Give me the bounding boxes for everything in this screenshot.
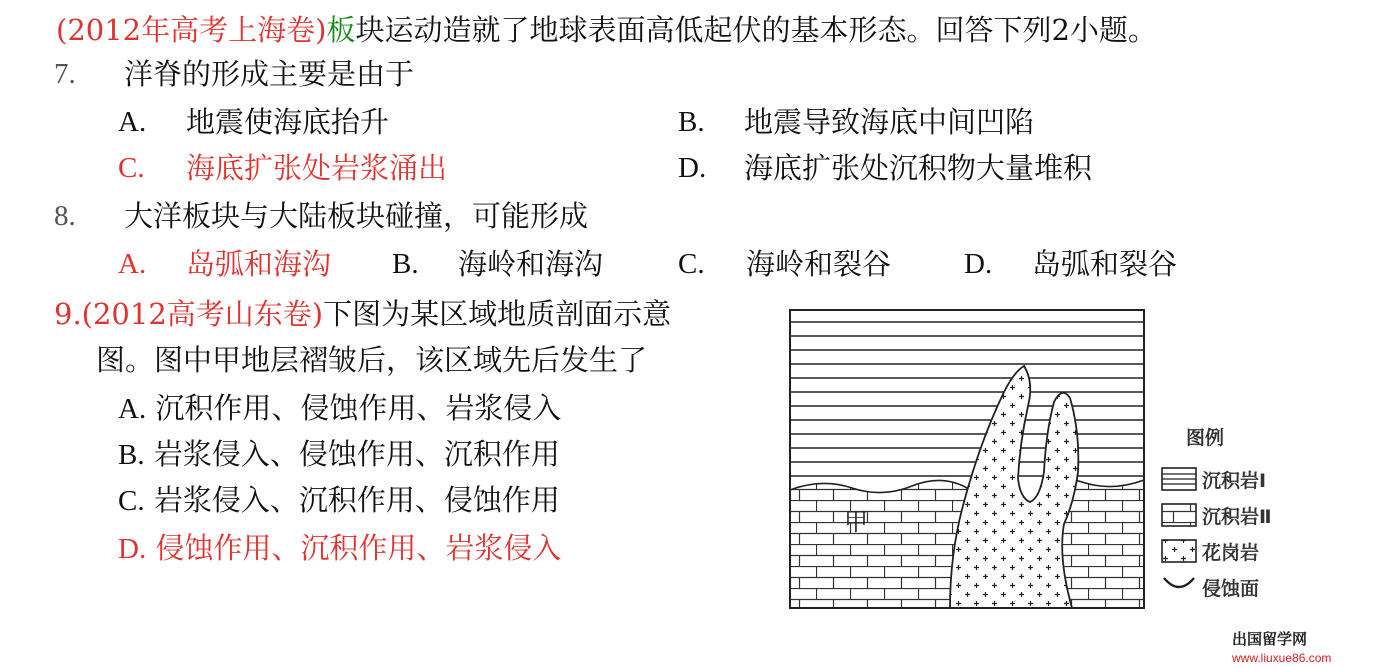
q9-option-d-letter: D. [118, 533, 147, 565]
q9-option-d-text: 侵蚀作用、沉积作用、岩浆侵入 [155, 531, 562, 565]
q7-option-b-text: 地震导致海底中间凹陷 [744, 105, 1035, 139]
q9-stem-text: 下图为某区域地质剖面示意 [323, 297, 672, 331]
watermark-line1: 出国留学网 [1232, 631, 1308, 648]
q8-option-d-letter: D. [964, 248, 993, 280]
q7-number: 7. [54, 58, 76, 90]
q9-option-a-letter: A. [118, 393, 147, 425]
legend-label-erosion-surface: 侵蚀面 [1202, 578, 1260, 600]
legend-swatch-sedimentary-2 [1162, 504, 1196, 526]
q7-option-c-text: 海底扩张处岩浆涌出 [186, 151, 448, 185]
q9-option-a [118, 390, 561, 427]
intro-highlight: 板 [326, 13, 356, 47]
legend-label-sedimentary-2: 沉积岩Ⅱ [1202, 506, 1272, 528]
q7-option-b-letter: B. [678, 106, 705, 138]
q8-option-a-letter: A. [118, 248, 147, 280]
q7-option-d-text: 海底扩张处沉积物大量堆积 [744, 151, 1093, 185]
q9-stem-line2: 图。图中甲地层褶皱后，该区域先后发生了 [96, 343, 648, 377]
legend-item-granite [1162, 540, 1259, 564]
legend-item-sedimentary-1 [1162, 468, 1266, 492]
geologic-cross-section-figure [782, 302, 1282, 618]
q9-option-c-text: 岩浆侵入、沉积作用、侵蚀作用 [153, 483, 560, 517]
legend-swatch-erosion-surface [1164, 578, 1194, 587]
intro-line [56, 12, 1157, 48]
site-watermark [1232, 628, 1331, 665]
q8-option-b-letter: B. [392, 248, 419, 280]
q9-prefix: 9.(2012高考山东卷) [54, 297, 324, 331]
q9-option-b-text: 岩浆侵入、侵蚀作用、沉积作用 [153, 437, 560, 471]
legend-item-erosion-surface [1164, 577, 1259, 600]
q7-option-a-text: 地震使海底抬升 [186, 105, 390, 139]
q9-stem-line1 [54, 296, 671, 332]
legend-label-granite: 花岗岩 [1202, 542, 1260, 564]
q9-option-b [118, 436, 560, 473]
q8-option-c-text: 海岭和裂谷 [746, 247, 892, 281]
q9-option-c-letter: C. [118, 485, 145, 517]
q8-option-a-text: 岛弧和海沟 [186, 247, 332, 281]
q7-option-d-letter: D. [678, 152, 707, 184]
q8-option-c-letter: C. [678, 248, 705, 280]
q7-option-c-letter: C. [118, 152, 145, 184]
q8-number: 8. [54, 200, 76, 232]
stratum-label-jia: 甲 [844, 508, 868, 536]
intro-text: 块运动造就了地球表面高低起伏的基本形态。回答下列2小题。 [355, 13, 1157, 47]
q9-option-a-text: 沉积作用、侵蚀作用、岩浆侵入 [155, 391, 562, 425]
intro-source: (2012年高考上海卷) [56, 13, 327, 47]
legend-item-sedimentary-2 [1162, 504, 1272, 528]
watermark-line2: www.liuxue86.com [1232, 651, 1332, 665]
q7-stem: 洋脊的形成主要是由于 [124, 57, 415, 91]
legend-title: 图例 [1186, 427, 1225, 449]
q9-option-b-letter: B. [118, 439, 145, 471]
legend-label-sedimentary-1: 沉积岩Ⅰ [1202, 470, 1267, 492]
q7-option-a-letter: A. [118, 106, 147, 138]
q9-option-c [118, 482, 560, 519]
q8-option-b-text: 海岭和海沟 [458, 247, 604, 281]
q9-option-d [118, 530, 561, 567]
legend-swatch-granite [1162, 540, 1196, 562]
q8-stem: 大洋板块与大陆板块碰撞，可能形成 [124, 199, 589, 233]
q8-option-d-text: 岛弧和裂谷 [1032, 247, 1178, 281]
